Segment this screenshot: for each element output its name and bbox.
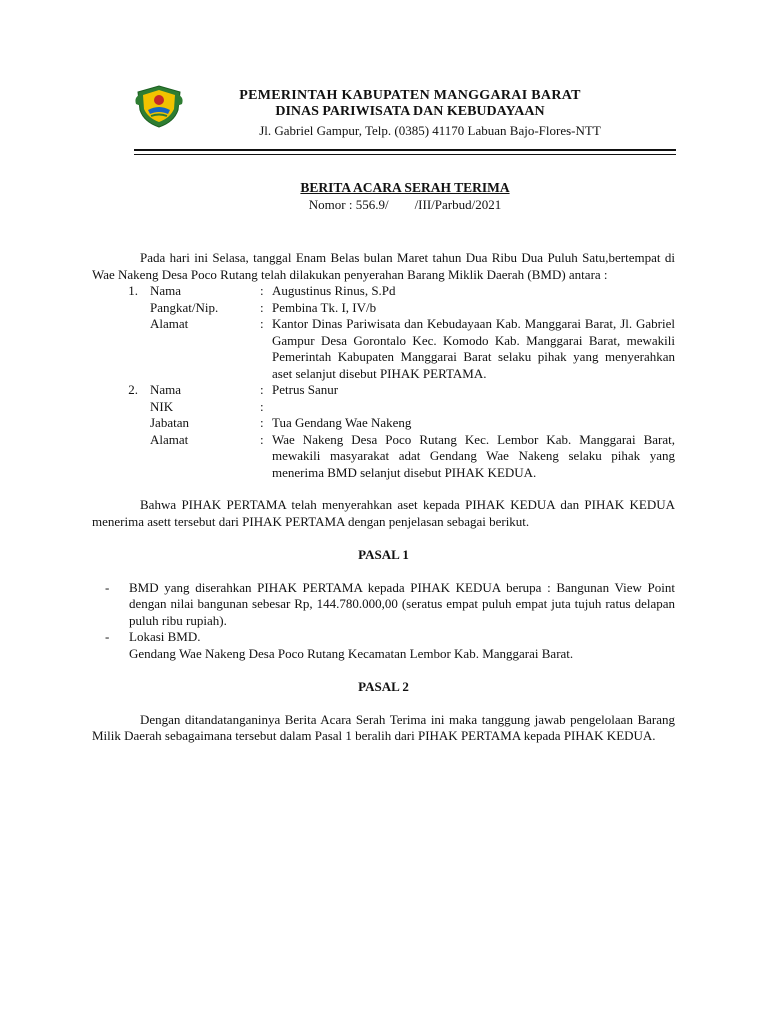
regency-emblem-icon	[134, 84, 184, 128]
list-bullet: -	[105, 629, 110, 644]
party-two-address-row	[92, 432, 675, 482]
letterhead-rule-thick	[134, 149, 676, 151]
field-colon: :	[260, 382, 264, 397]
statement-paragraph: Bahwa PIHAK PERTAMA telah menyerahkan aset kepada PIHAK KEDUA dan PIHAK KEDUA menerima asett tersebut dari PIHAK PERTAMA dengan penjelasan sebagai berikut.	[92, 497, 675, 529]
field-colon: :	[260, 299, 264, 315]
field-label: Nama	[150, 283, 182, 298]
field-colon: :	[260, 283, 264, 298]
document-title-block	[134, 180, 676, 213]
field-colon: :	[260, 431, 264, 447]
party-number: 2.	[128, 382, 138, 397]
pasal-1-item-asset	[92, 580, 675, 630]
party-one	[92, 283, 675, 382]
letterhead	[190, 88, 630, 140]
list-bullet: -	[105, 579, 110, 595]
party-two	[92, 382, 675, 481]
field-label: Pangkat/Nip.	[150, 299, 219, 315]
field-label: Nama	[150, 382, 182, 397]
field-value: Pembina Tk. I, IV/b	[272, 299, 377, 315]
field-value: Petrus Sanur	[272, 382, 339, 397]
field-value: Wae Nakeng Desa Poco Rutang Kec. Lembor Kab. Manggarai Barat, mewakili masyarakat adat Gendang Wae Nakeng selaku pihak yang menerima BMD selanjut disebut PIHAK KEDUA.	[272, 431, 675, 480]
party-number: 1.	[128, 283, 138, 298]
field-label: Jabatan	[150, 415, 189, 430]
pasal-2-paragraph: Dengan ditandatanganinya Berita Acara Serah Terima ini maka tanggung jawab pengelolaan Barang Milik Daerah sebagaimana tersebut dalam Pasal 1 beralih dari PIHAK PERTAMA kepada PIHAK KEDUA.	[92, 711, 675, 743]
party-one-address-row	[92, 316, 675, 382]
agency-address: Jl. Gabriel Gampur, Telp. (0385) 41170 Labuan Bajo-Flores-NTT	[259, 123, 601, 138]
field-colon: :	[260, 316, 264, 331]
asset-description: BMD yang diserahkan PIHAK PERTAMA kepada PIHAK KEDUA berupa : Bangunan View Point dengan nilai bangunan sebesar Rp, 144.780.000,00 (seratus empat puluh empat juta tujuh ratus delapan puluh ribu rupiah).	[129, 579, 675, 628]
location-block	[129, 629, 675, 662]
pasal-2-heading: PASAL 2	[358, 679, 409, 694]
document-number: Nomor : 556.9/ /III/Parbud/2021	[308, 196, 502, 212]
document-body	[92, 250, 675, 745]
field-value: Kantor Dinas Pariwisata dan Kebudayaan Kab. Manggarai Barat, Jl. Gabriel Gampur Desa Gorontalo Kec. Komodo Kab. Manggarai Barat, mewakili Pemerintah Kabupaten Manggarai Barat selaku pihak yang menyerahkan aset selanjut disebut PIHAK PERTAMA.	[272, 316, 675, 381]
party-one-name-row	[92, 283, 675, 300]
party-two-nik-row	[92, 399, 675, 416]
intro-paragraph: Pada hari ini Selasa, tanggal Enam Belas bulan Maret tahun Dua Ribu Dua Puluh Satu,bertempat di Wae Nakeng Desa Poco Rutang telah dilakukan penyerahan Barang Miklik Daerah (BMD) antara :	[92, 250, 675, 282]
government-name: PEMERINTAH KABUPATEN MANGGARAI BARAT	[239, 88, 581, 103]
regency-logo	[134, 84, 184, 128]
agency-name: DINAS PARIWISATA DAN KEBUDAYAAN	[275, 104, 545, 119]
party-one-rank-row	[92, 300, 675, 317]
field-colon: :	[260, 398, 264, 414]
field-label: NIK	[150, 398, 174, 414]
location-label: Lokasi BMD.	[129, 629, 201, 644]
field-value	[272, 399, 675, 416]
party-two-name-row	[92, 382, 675, 399]
pasal-1-item-location	[92, 629, 675, 662]
party-two-position-row	[92, 415, 675, 432]
field-label: Alamat	[150, 431, 189, 447]
field-label: Alamat	[150, 316, 189, 331]
document-title: BERITA ACARA SERAH TERIMA	[300, 180, 510, 195]
location-value: Gendang Wae Nakeng Desa Poco Rutang Kecamatan Lembor Kab. Manggarai Barat.	[129, 645, 574, 661]
letterhead-rule-thin	[134, 154, 676, 155]
pasal-1-heading: PASAL 1	[358, 547, 409, 562]
field-value: Tua Gendang Wae Nakeng	[272, 415, 412, 430]
field-value: Augustinus Rinus, S.Pd	[272, 283, 396, 298]
field-colon: :	[260, 415, 264, 430]
